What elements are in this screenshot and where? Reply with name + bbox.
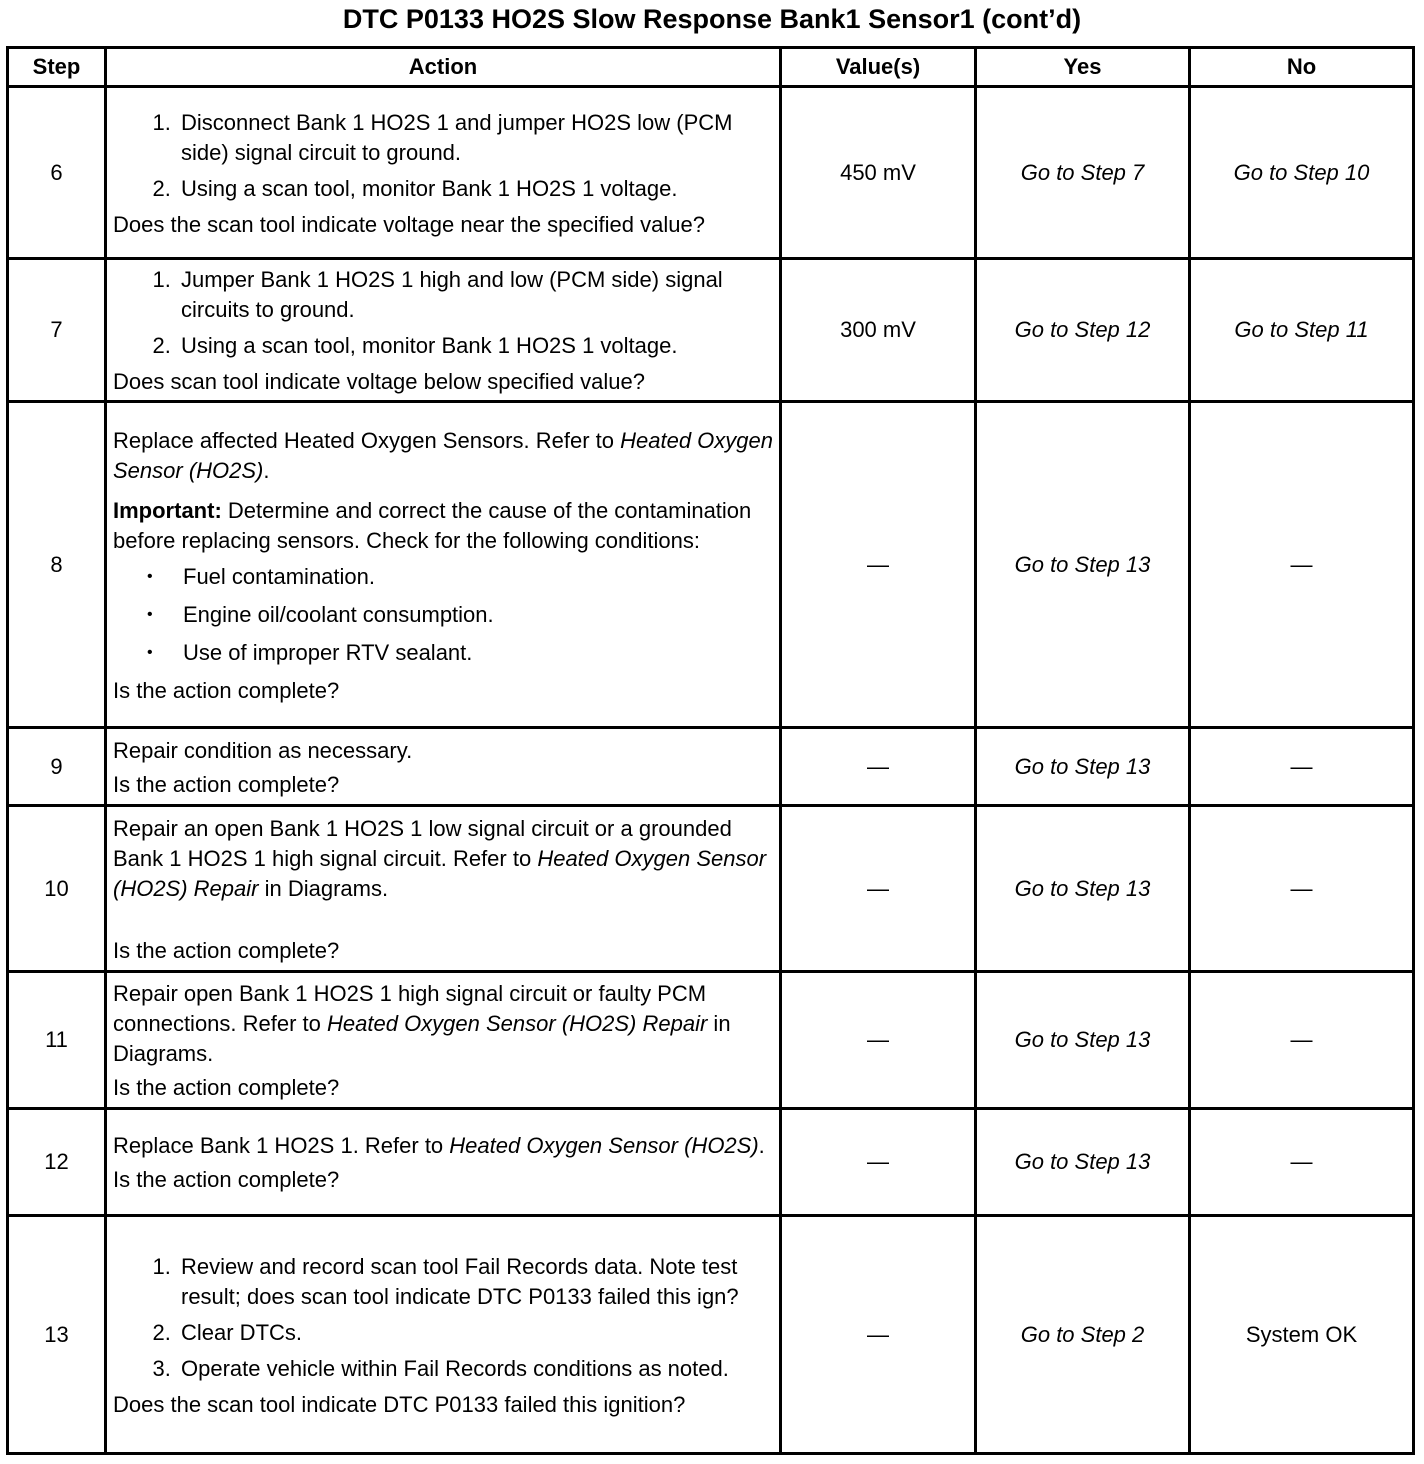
table-row xyxy=(8,87,1414,259)
action-cell xyxy=(106,402,781,728)
value-cell: 450 mV xyxy=(781,87,976,259)
step-number: 8 xyxy=(8,402,106,728)
action-text: Repair an open Bank 1 HO2S 1 low signal circuit or a grounded Bank 1 HO2S 1 high signal circuit. Refer to xyxy=(113,815,732,871)
header-step: Step xyxy=(8,48,106,87)
yes-cell: Go to Step 13 xyxy=(976,728,1190,806)
action-list-item: 2. Clear DTCs. xyxy=(177,1318,773,1348)
action-text: Replace Bank 1 HO2S 1. Refer to xyxy=(113,1133,450,1158)
yes-cell: Go to Step 2 xyxy=(976,1216,1190,1454)
action-paragraph xyxy=(113,814,773,904)
action-cell xyxy=(106,87,781,259)
header-values: Value(s) xyxy=(781,48,976,87)
action-cell xyxy=(106,1216,781,1454)
action-list-item: 1. Disconnect Bank 1 HO2S 1 and jumper HO2S low (PCM side) signal circuit to ground. xyxy=(177,108,773,168)
no-cell: — xyxy=(1190,402,1414,728)
header-no: No xyxy=(1190,48,1414,87)
action-list-item: 2. Using a scan tool, monitor Bank 1 HO2S 1 voltage. xyxy=(177,174,773,204)
action-cell xyxy=(106,728,781,806)
step-number: 12 xyxy=(8,1109,106,1216)
step-number: 11 xyxy=(8,972,106,1109)
value-cell: — xyxy=(781,402,976,728)
condition-bullet: • Engine oil/coolant consumption. xyxy=(177,600,773,630)
action-list-item: 1. Review and record scan tool Fail Records data. Note test result; does scan tool indicate DTC P0133 failed this ign? xyxy=(177,1252,773,1312)
action-question: Does the scan tool indicate DTC P0133 failed this ignition? xyxy=(113,1391,686,1417)
value-cell: — xyxy=(781,806,976,972)
action-cell xyxy=(106,1109,781,1216)
table-row xyxy=(8,402,1414,728)
action-text: in Diagrams. xyxy=(258,875,389,901)
action-question: Is the action complete? xyxy=(113,1075,340,1100)
value-cell: — xyxy=(781,1109,976,1216)
value-cell: — xyxy=(781,728,976,806)
table-row xyxy=(8,728,1414,806)
action-question: Does the scan tool indicate voltage near the specified value? xyxy=(113,211,705,237)
value-cell: — xyxy=(781,1216,976,1454)
yes-cell: Go to Step 13 xyxy=(976,972,1190,1109)
important-text: Determine and correct the cause of the contamination before replacing sensors. Check for the following conditions: xyxy=(113,497,752,553)
action-paragraph: Repair condition as necessary. xyxy=(113,737,413,763)
table-row xyxy=(8,259,1414,402)
yes-cell: Go to Step 7 xyxy=(976,87,1190,259)
step-number: 6 xyxy=(8,87,106,259)
action-text: . xyxy=(263,457,270,483)
important-note xyxy=(113,496,773,556)
yes-cell: Go to Step 13 xyxy=(976,402,1190,728)
no-cell: System OK xyxy=(1190,1216,1414,1454)
step-number: 7 xyxy=(8,259,106,402)
page-title: DTC P0133 HO2S Slow Response Bank1 Sensor1 (cont’d) xyxy=(342,4,1082,34)
action-text: . xyxy=(758,1133,765,1158)
condition-bullet: • Fuel contamination. xyxy=(177,562,773,592)
action-list-item: 3. Operate vehicle within Fail Records conditions as noted. xyxy=(177,1354,773,1384)
no-cell: — xyxy=(1190,972,1414,1109)
step-number: 10 xyxy=(8,806,106,972)
action-cell xyxy=(106,259,781,402)
step-number: 9 xyxy=(8,728,106,806)
action-paragraph xyxy=(113,426,773,486)
condition-bullet: • Use of improper RTV sealant. xyxy=(177,638,773,668)
diagnostic-table xyxy=(6,46,1415,1455)
action-paragraph xyxy=(113,979,773,1069)
important-label: Important: xyxy=(113,497,222,523)
yes-cell: Go to Step 12 xyxy=(976,259,1190,402)
action-text: Replace affected Heated Oxygen Sensors. Refer to xyxy=(113,427,621,453)
table-row xyxy=(8,972,1414,1109)
action-question: Is the action complete? xyxy=(113,677,340,703)
value-cell: 300 mV xyxy=(781,259,976,402)
action-cell xyxy=(106,806,781,972)
step-number: 13 xyxy=(8,1216,106,1454)
yes-cell: Go to Step 13 xyxy=(976,806,1190,972)
action-list-item: 1. Jumper Bank 1 HO2S 1 high and low (PCM side) signal circuits to ground. xyxy=(177,265,773,325)
action-text: in Diagrams. xyxy=(113,1011,731,1066)
no-cell: Go to Step 11 xyxy=(1190,259,1414,402)
table-row xyxy=(8,1109,1414,1216)
action-text: Repair open Bank 1 HO2S 1 high signal circuit or faulty PCM connections. Refer to xyxy=(113,981,707,1036)
reference-link-text: Heated Oxygen Sensor (HO2S) Repair xyxy=(327,1011,708,1036)
no-cell: — xyxy=(1190,806,1414,972)
reference-link-text: Heated Oxygen Sensor (HO2S) xyxy=(113,427,773,483)
action-cell xyxy=(106,972,781,1109)
no-cell: — xyxy=(1190,1109,1414,1216)
value-cell: — xyxy=(781,972,976,1109)
header-action: Action xyxy=(106,48,781,87)
action-question: Is the action complete? xyxy=(113,937,340,963)
action-question: Does scan tool indicate voltage below specified value? xyxy=(113,369,645,394)
table-row xyxy=(8,806,1414,972)
action-question: Is the action complete? xyxy=(113,771,340,797)
header-row xyxy=(8,48,1414,87)
action-question: Is the action complete? xyxy=(113,1167,340,1192)
reference-link-text: Heated Oxygen Sensor (HO2S) xyxy=(449,1133,759,1158)
yes-cell: Go to Step 13 xyxy=(976,1109,1190,1216)
no-cell: — xyxy=(1190,728,1414,806)
reference-link-text: Heated Oxygen Sensor (HO2S) Repair xyxy=(113,845,767,901)
action-list-item: 2. Using a scan tool, monitor Bank 1 HO2S 1 voltage. xyxy=(177,331,773,361)
header-yes: Yes xyxy=(976,48,1190,87)
action-paragraph xyxy=(113,1131,773,1161)
table-row xyxy=(8,1216,1414,1454)
no-cell: Go to Step 10 xyxy=(1190,87,1414,259)
